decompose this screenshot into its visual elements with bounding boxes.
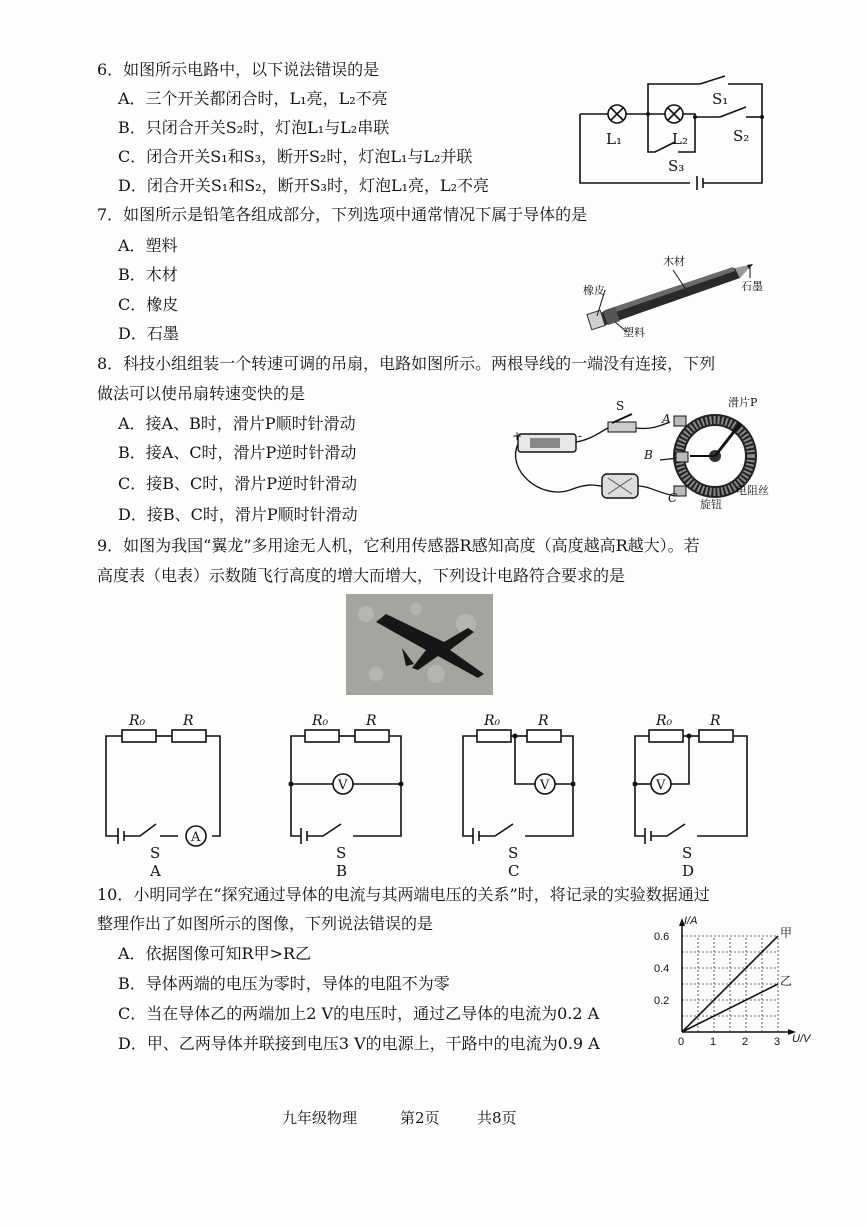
footer-subject: 九年级物理 <box>282 1109 358 1127</box>
q9-b-label-r0: R₀ <box>312 713 329 729</box>
q10-option-d: D．甲、乙两导体并联接到电压3 V的电源上，干路中的电流为0.9 A <box>118 1034 600 1053</box>
q9-c-label-r0: R₀ <box>484 713 501 729</box>
q8-stem-line1: 8．科技小组组装一个转速可调的吊扇，电路如图所示。两根导线的一端没有连接，下列 <box>97 354 716 373</box>
q9-stem-line1: 9．如图为我国“翼龙”多用途无人机，它利用传感器R感知高度（高度越高R越大）。若 <box>97 536 700 555</box>
q10-option-c: C．当在导体乙的两端加上2 V的电压时，通过乙导体的电流为0.2 A <box>118 1004 600 1023</box>
drone-photo <box>346 594 493 695</box>
q8-option-a: A．接A、B时，滑片P顺时针滑动 <box>118 414 356 433</box>
q7-stem: 7．如图所示是铅笔各组成部分，下列选项中通常情况下属于导体的是 <box>97 205 588 224</box>
q6-circuit-diagram <box>570 70 770 190</box>
q9-c-letter: C <box>508 862 520 880</box>
q8-label-b: B <box>644 448 653 462</box>
q9-c-meter: V <box>540 778 550 793</box>
q10-iu-chart <box>650 915 820 1053</box>
series-label: 乙 <box>780 974 793 988</box>
q8-label-s: S <box>616 399 625 413</box>
q7-label-graphite: 石墨 <box>741 280 763 293</box>
q10-option-a: A．依据图像可知R甲>R乙 <box>118 944 312 963</box>
y-tick-label: 0.2 <box>654 995 670 1007</box>
x-axis-label: U/V <box>792 1033 811 1045</box>
q6-label-s1: S₁ <box>712 90 729 108</box>
q9-stem-line2: 高度表（电表）示数随飞行高度的增大而增大，下列设计电路符合要求的是 <box>97 566 626 585</box>
q6-option-b: B．只闭合开关S₂时，灯泡L₁与L₂串联 <box>118 118 390 137</box>
q9-a-meter: A <box>191 830 201 845</box>
q7-option-c: C．橡皮 <box>118 295 179 314</box>
q10-option-b: B．导体两端的电压为零时，导体的电阻不为零 <box>118 974 450 993</box>
q9-circuit-d <box>627 708 757 878</box>
q9-c-label-s: S <box>508 844 519 862</box>
q7-label-plastic: 塑料 <box>623 326 645 339</box>
q9-a-letter: A <box>150 862 161 880</box>
q6-option-c: C．闭合开关S₁和S₃，断开S₂时，灯泡L₁与L₂并联 <box>118 147 473 166</box>
q9-d-meter: V <box>656 778 666 793</box>
q9-a-label-r: R <box>183 713 194 729</box>
q6-label-s3: S₃ <box>668 157 685 175</box>
series-label: 甲 <box>780 926 793 940</box>
q8-label-knob: 旋钮 <box>700 498 722 511</box>
q9-b-label-r: R <box>366 713 377 729</box>
q8-label-a: A <box>662 412 671 426</box>
q10-stem-line2: 整理作出了如图所示的图像，下列说法错误的是 <box>97 914 434 933</box>
q9-circuit-b <box>283 708 413 878</box>
q7-option-b: B．木材 <box>118 265 178 284</box>
x-tick-label: 2 <box>742 1036 749 1048</box>
y-tick-label: 0.4 <box>654 963 670 975</box>
q6-label-l2: L₂ <box>672 130 688 148</box>
x-tick-label: 3 <box>774 1036 781 1048</box>
q9-circuit-a <box>100 708 230 878</box>
q9-a-label-s: S <box>150 844 161 862</box>
q8-option-c: C．接B、C时，滑片P逆时针滑动 <box>118 474 358 493</box>
q6-option-d: D．闭合开关S₁和S₂，断开S₃时，灯泡L₁亮，L₂不亮 <box>118 176 490 195</box>
x-tick-label: 0 <box>678 1036 685 1048</box>
q9-b-letter: B <box>336 862 348 880</box>
q8-label-wire: 电阻丝 <box>736 484 769 497</box>
q10-stem-line1: 10．小明同学在“探究通过导体的电流与其两端电压的关系”时，将记录的实验数据通过 <box>97 885 710 904</box>
q6-option-a: A．三个开关都闭合时，L₁亮，L₂不亮 <box>118 89 388 108</box>
q7-label-eraser: 橡皮 <box>583 284 605 297</box>
q7-option-a: A．塑料 <box>118 236 178 255</box>
q8-label-c: C <box>668 491 678 505</box>
q9-b-label-s: S <box>336 844 347 862</box>
x-tick-label: 1 <box>710 1036 717 1048</box>
y-axis-label: I/A <box>684 915 698 927</box>
footer-total: 共8页 <box>477 1109 517 1127</box>
q9-d-label-r0: R₀ <box>656 713 673 729</box>
q8-fan-circuit-diagram <box>510 390 770 520</box>
q7-option-d: D．石墨 <box>118 324 179 343</box>
q9-d-label-s: S <box>682 844 693 862</box>
q8-label-slider: 滑片P <box>728 396 758 409</box>
q6-label-s2: S₂ <box>733 127 750 145</box>
q9-c-label-r: R <box>538 713 549 729</box>
q7-pencil-illustration <box>575 250 775 340</box>
q9-circuit-c <box>455 708 585 878</box>
q9-d-letter: D <box>682 862 695 880</box>
q7-label-wood: 木材 <box>663 255 685 268</box>
q9-d-label-r: R <box>710 713 721 729</box>
svg-text:+: + <box>512 429 523 443</box>
svg-text:-: - <box>578 429 583 443</box>
q6-stem: 6．如图所示电路中，以下说法错误的是 <box>97 60 380 79</box>
q6-label-l1: L₁ <box>606 130 622 148</box>
footer-page: 第2页 <box>400 1109 440 1127</box>
q8-option-b: B．接A、C时，滑片P逆时针滑动 <box>118 443 357 462</box>
q9-b-meter: V <box>338 778 348 793</box>
q8-option-d: D．接B、C时，滑片P顺时针滑动 <box>118 505 358 524</box>
y-tick-label: 0.6 <box>654 931 670 943</box>
q8-stem-line2: 做法可以使吊扇转速变快的是 <box>97 384 306 403</box>
q9-a-label-r0: R₀ <box>129 713 146 729</box>
